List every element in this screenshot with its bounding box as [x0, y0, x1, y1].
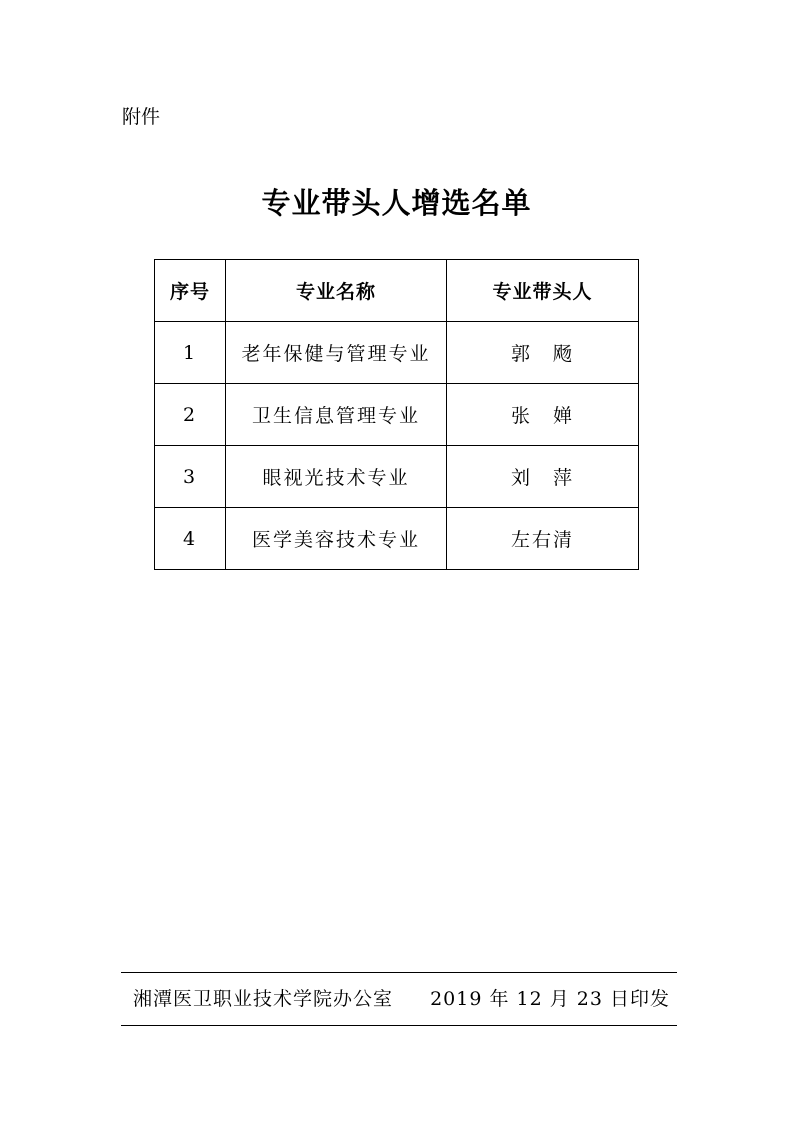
row-major: 眼视光技术专业: [226, 446, 447, 508]
row-index: 1: [155, 322, 226, 384]
table-header-row: [155, 260, 639, 322]
table-row: [155, 446, 639, 508]
document-title: 专业带头人增选名单: [261, 186, 532, 220]
row-index: 4: [155, 508, 226, 570]
column-header-index: 序号: [155, 260, 226, 322]
roster-table: [154, 259, 639, 570]
column-header-major: 专业名称: [226, 260, 447, 322]
column-header-leader: 专业带头人: [447, 260, 639, 322]
footer-top-rule: [121, 972, 677, 973]
attachment-label: 附件: [122, 106, 161, 128]
row-leader: 刘 萍: [447, 446, 639, 508]
table-row: [155, 384, 639, 446]
row-leader: 张 婵: [447, 384, 639, 446]
row-leader: 郭 飏: [447, 322, 639, 384]
row-major: 医学美容技术专业: [226, 508, 447, 570]
table-row: [155, 322, 639, 384]
table-row: [155, 508, 639, 570]
row-major: 卫生信息管理专业: [226, 384, 447, 446]
row-major: 老年保健与管理专业: [226, 322, 447, 384]
issue-date: 2019 年 12 月 23 日印发: [430, 988, 670, 1010]
row-index: 3: [155, 446, 226, 508]
row-leader: 左右清: [447, 508, 639, 570]
issuing-office: 湘潭医卫职业技术学院办公室: [133, 988, 394, 1010]
row-index: 2: [155, 384, 226, 446]
footer-bottom-rule: [121, 1025, 677, 1026]
